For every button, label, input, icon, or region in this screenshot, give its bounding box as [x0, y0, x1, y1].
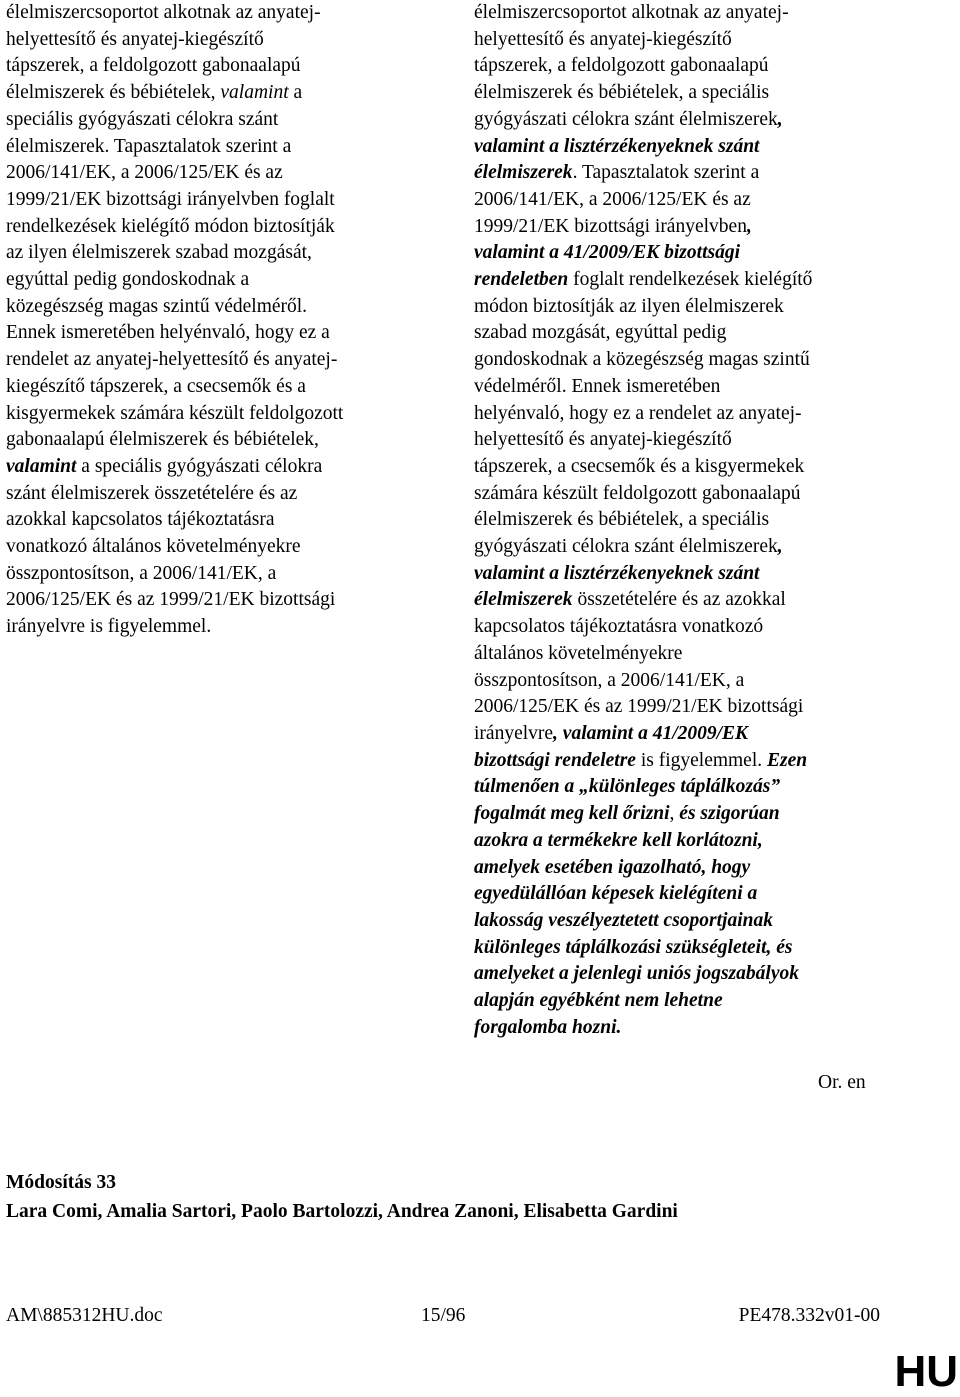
text-segment: amelyek esetében igazolható, hogy: [474, 856, 751, 878]
text-line: [474, 80, 914, 107]
text-segment: élelmiszerek és bébiételek, a speciális: [474, 509, 770, 531]
text-segment: összpontosítson, a 2006/141/EK, a: [474, 669, 745, 691]
text-segment: ,: [669, 803, 680, 825]
right-column-text: [474, 0, 914, 1041]
text-segment: Ennek ismeretében helyénvaló, hogy ez a: [6, 322, 330, 344]
text-segment: 2006/125/EK és az 1999/21/EK bizottsági: [6, 589, 336, 611]
text-segment: azokkal kapcsolatos tájékoztatásra: [6, 509, 275, 531]
text-segment: valamint: [6, 455, 77, 477]
text-line: [474, 240, 914, 267]
text-segment: tápszerek, a csecsemők és a kisgyermekek: [474, 455, 805, 477]
text-segment: a speciális gyógyászati célokra: [76, 455, 323, 477]
text-line: [474, 1015, 914, 1042]
text-segment: általános követelményekre: [474, 642, 683, 664]
text-line: [474, 668, 914, 695]
text-segment: speciális gyógyászati célokra szánt: [6, 108, 279, 130]
text-line: [6, 374, 416, 401]
text-segment: élelmiszerek: [474, 589, 573, 611]
text-line: [474, 53, 914, 80]
text-segment: forgalomba hozni.: [474, 1016, 622, 1038]
text-segment: élelmiszercsoportot alkotnak az anyatej-: [6, 2, 321, 23]
text-line: [6, 0, 416, 27]
text-line: [474, 267, 914, 294]
text-segment: 2006/125/EK és az 1999/21/EK bizottsági: [474, 696, 804, 718]
text-segment: valamint: [220, 82, 289, 104]
text-line: [474, 694, 914, 721]
text-segment: valamint a 41/2009/EK bizottsági: [474, 242, 740, 264]
text-segment: összetételére és az azokkal: [572, 589, 786, 611]
text-line: [6, 587, 416, 614]
left-column-text: [6, 0, 416, 641]
text-line: [474, 427, 914, 454]
text-segment: közegészség magas szintű védelméről.: [6, 295, 308, 317]
amendment-header: [6, 1168, 678, 1226]
text-segment: élelmiszerek. Tapasztalatok szerint a: [6, 135, 292, 157]
text-segment: 1999/21/EK bizottsági irányelvben: [474, 215, 747, 237]
text-segment: 2006/141/EK, a 2006/125/EK és az: [474, 188, 751, 210]
text-line: [474, 774, 914, 801]
text-line: [6, 454, 416, 481]
text-line: [6, 561, 416, 588]
text-line: [474, 721, 914, 748]
text-line: [6, 427, 416, 454]
text-segment: is figyelemmel.: [635, 749, 768, 771]
text-segment: valamint a lisztérzékenyeknek szánt: [474, 562, 760, 584]
text-segment: amelyeket a jelenlegi uniós jogszabályok: [474, 963, 799, 985]
text-line: [6, 267, 416, 294]
text-segment: a: [288, 82, 303, 104]
text-line: [474, 614, 914, 641]
text-segment: módon biztosítják az ilyen élelmiszerek: [474, 295, 784, 317]
text-segment: bizottsági rendeletre: [474, 749, 636, 771]
footer-doc-ref: AM\885312HU.doc: [6, 1305, 163, 1326]
text-line: [6, 347, 416, 374]
text-line: [474, 401, 914, 428]
text-segment: valamint a lisztérzékenyeknek szánt: [474, 135, 760, 157]
text-line: [474, 881, 914, 908]
text-segment: az ilyen élelmiszerek szabad mozgását,: [6, 242, 312, 264]
original-language-note: Or. en: [818, 1072, 866, 1093]
language-code: HU: [894, 1347, 958, 1396]
text-line: [474, 294, 914, 321]
text-line: [474, 374, 914, 401]
text-segment: gyógyászati célokra szánt élelmiszerek: [474, 108, 778, 130]
text-line: [474, 534, 914, 561]
text-line: [6, 214, 416, 241]
text-segment: Ezen: [767, 749, 808, 771]
text-segment: tápszerek, a feldolgozott gabonaalapú: [474, 55, 769, 77]
text-segment: 1999/21/EK bizottsági irányelvben foglalt: [6, 188, 335, 210]
text-line: [474, 507, 914, 534]
text-line: [6, 401, 416, 428]
text-segment: túlmenően a „különleges táplálkozás”: [474, 776, 781, 798]
text-segment: helyettesítő és anyatej-kiegészítő: [6, 28, 264, 50]
text-line: [474, 801, 914, 828]
text-line: [6, 53, 416, 80]
text-line: [474, 828, 914, 855]
text-line: [474, 107, 914, 134]
text-line: [6, 481, 416, 508]
text-segment: élelmiszerek: [474, 162, 573, 184]
text-line: [474, 561, 914, 588]
text-line: [6, 134, 416, 161]
text-segment: helyénvaló, hogy ez a rendelet az anyatej-: [474, 402, 802, 424]
text-line: [6, 534, 416, 561]
text-segment: vonatkozó általános követelményekre: [6, 536, 301, 558]
text-segment: . Tapasztalatok szerint a: [572, 162, 760, 184]
text-segment: számára készült feldolgozott gabonaalapú: [474, 482, 801, 504]
text-line: [474, 641, 914, 668]
text-line: [6, 320, 416, 347]
text-segment: , valamint a 41/2009/EK: [553, 722, 749, 744]
text-line: [6, 240, 416, 267]
text-line: [474, 855, 914, 882]
text-line: [474, 0, 914, 27]
text-line: [474, 988, 914, 1015]
amendment-authors: Lara Comi, Amalia Sartori, Paolo Bartolozzi, Andrea Zanoni, Elisabetta Gardini: [6, 1201, 678, 1222]
text-segment: foglalt rendelkezések kielégítő: [568, 269, 813, 291]
text-line: [474, 748, 914, 775]
text-segment: gyógyászati célokra szánt élelmiszerek: [474, 536, 778, 558]
text-segment: és szigorúan: [679, 803, 780, 825]
text-line: [474, 214, 914, 241]
text-segment: tápszerek, a feldolgozott gabonaalapú: [6, 55, 301, 77]
text-segment: alapján egyébként nem lehetne: [474, 990, 723, 1012]
text-segment: fogalmát meg kell őrizni: [474, 803, 670, 825]
text-line: [474, 320, 914, 347]
text-line: [474, 587, 914, 614]
text-line: [474, 160, 914, 187]
text-line: [6, 507, 416, 534]
text-segment: kiegészítő tápszerek, a csecsemők és a: [6, 375, 306, 397]
text-line: [474, 454, 914, 481]
text-segment: 2006/141/EK, a 2006/125/EK és az: [6, 162, 283, 184]
text-segment: összpontosítson, a 2006/141/EK, a: [6, 562, 277, 584]
text-segment: élelmiszercsoportot alkotnak az anyatej-: [474, 2, 789, 23]
text-segment: irányelvre: [474, 722, 554, 744]
footer-page-number: 15/96: [421, 1305, 466, 1326]
text-segment: kisgyermekek számára készült feldolgozott: [6, 402, 344, 424]
text-segment: rendeletben: [474, 269, 569, 291]
text-line: [6, 614, 416, 641]
text-segment: rendelet az anyatej-helyettesítő és anyatej-: [6, 349, 338, 371]
text-line: [474, 481, 914, 508]
text-segment: helyettesítő és anyatej-kiegészítő: [474, 429, 732, 451]
text-segment: élelmiszerek és bébiételek, a speciális: [474, 82, 770, 104]
text-segment: ,: [777, 108, 783, 130]
text-segment: ,: [777, 536, 783, 558]
text-segment: lakosság veszélyeztetett csoportjainak: [474, 909, 773, 931]
text-segment: gondoskodnak a közegészség magas szintű: [474, 349, 810, 371]
text-segment: élelmiszerek és bébiételek,: [6, 82, 221, 104]
text-line: [6, 294, 416, 321]
text-line: [474, 908, 914, 935]
text-segment: ,: [746, 215, 752, 237]
text-line: [474, 134, 914, 161]
text-segment: szánt élelmiszerek összetételére és az: [6, 482, 298, 504]
text-segment: különleges táplálkozási szükségleteit, és: [474, 936, 793, 958]
footer-pe-ref: PE478.332v01-00: [738, 1305, 880, 1326]
amendment-title: Módosítás 33: [6, 1172, 116, 1193]
text-segment: irányelvre is figyelemmel.: [6, 616, 212, 638]
text-segment: egyúttal pedig gondoskodnak a: [6, 269, 250, 291]
text-segment: szabad mozgását, egyúttal pedig: [474, 322, 727, 344]
text-line: [474, 347, 914, 374]
text-segment: kapcsolatos tájékoztatásra vonatkozó: [474, 616, 764, 638]
text-segment: gabonaalapú élelmiszerek és bébiételek,: [6, 429, 319, 451]
text-segment: egyedülállóan képesek kielégíteni a: [474, 883, 758, 905]
text-segment: helyettesítő és anyatej-kiegészítő: [474, 28, 732, 50]
text-line: [474, 961, 914, 988]
text-line: [6, 80, 416, 107]
text-line: [6, 107, 416, 134]
text-segment: védelméről. Ennek ismeretében: [474, 375, 721, 397]
text-line: [474, 935, 914, 962]
text-line: [6, 160, 416, 187]
text-line: [474, 27, 914, 54]
text-line: [6, 27, 416, 54]
text-line: [6, 187, 416, 214]
text-segment: azokra a termékekre kell korlátozni,: [474, 829, 763, 851]
text-line: [474, 187, 914, 214]
text-segment: rendelkezések kielégítő módon biztosítják: [6, 215, 335, 237]
